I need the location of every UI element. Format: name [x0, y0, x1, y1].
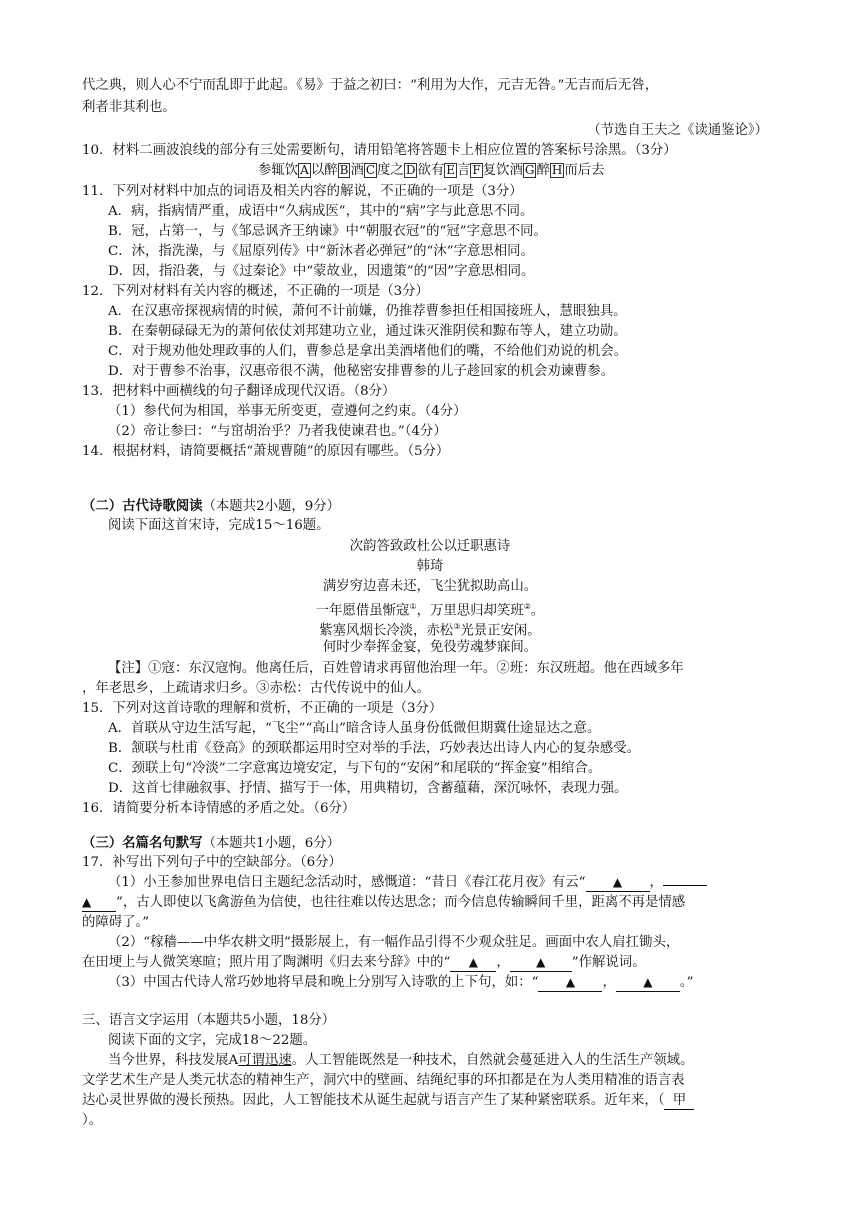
answer-blank-jia[interactable]: 甲	[664, 1093, 694, 1110]
q10-stem: 10．材料二画波浪线的部分有三处需要断句，请用铅笔将答题卡上相应位置的答案标号涂黑。（3分）	[82, 143, 677, 158]
q17-item-2-cont: 在田埂上与人微笑寒暄；照片用了陶渊明《归去来兮辞》中的“ ▲ ， ▲ ”作解说词。	[82, 955, 646, 970]
part3-paragraph: 当今世界，科技发展A可谓迅速。人工智能既然是一种技术，自然就会蔓延进入人的生活生产领域。	[108, 1053, 694, 1068]
segment: 酒	[350, 163, 364, 178]
q14-stem: 14．根据材料，请简要概括“萧规曹随”的原因有哪些。（5分）	[82, 444, 450, 459]
segment: 复饮酒	[482, 163, 523, 178]
q12-option-a: A．在汉惠帝探视病情的时候，萧何不计前嫌，仍推荐曹参担任相国接班人，慧眼独具。	[108, 304, 627, 319]
break-marker-g[interactable]: G	[524, 163, 535, 177]
break-marker-a[interactable]: A	[300, 163, 309, 177]
segment: 以醉	[310, 163, 338, 178]
answer-blank[interactable]	[663, 885, 707, 886]
section3-heading: （三）名篇名句默写（本题共1小题，6分）	[82, 835, 341, 851]
answer-blank[interactable]: ▲	[616, 974, 680, 992]
break-marker-h[interactable]: H	[551, 163, 563, 177]
q15-option-d: D．这首七律融叙事、抒情、描写于一体，用典精切，含蓄蕴藉，深沉咏怀，表现力强。	[108, 781, 628, 796]
q13-stem: 13．把材料中画横线的句子翻译成现代汉语。（8分）	[82, 384, 396, 399]
q10-passage	[258, 161, 605, 181]
poem-line: 满岁穷边喜未还，飞尘犹拟助高山。	[322, 579, 538, 594]
part3-heading: 三、语言文字运用（本题共5小题，18分）	[82, 1013, 336, 1028]
q17-item-2: （2）“稼穑——中华农耕文明”摄影展上，有一幅作品引得不少观众驻足。画面中农人肩扛锄头，	[108, 935, 680, 950]
q15-option-b: B．颔联与杜甫《登高》的颈联都运用时空对举的手法，巧妙表达出诗人内心的复杂感受。	[108, 741, 641, 756]
q12-option-b: B．在秦朝碌碌无为的萧何依仗刘邦建功立业，通过诛灭淮阴侯和黥布等人，建立功勋。	[108, 324, 627, 339]
break-marker-f[interactable]: F	[472, 163, 481, 177]
part3-instruction: 阅读下面的文字，完成18～22题。	[108, 1033, 317, 1048]
segment: 醉	[536, 163, 550, 178]
break-marker-e[interactable]: E	[446, 163, 455, 177]
poem-line: 何时少奉挥金宴，免役劳魂梦寐间。	[322, 640, 538, 655]
source-note: （节选自王夫之《读通鉴论》）	[587, 123, 768, 138]
part3-paragraph: 文学艺术生产是人类元状态的精神生产，洞穴中的壁画、结绳纪事的环扣都是在为人类用精准的语言表	[82, 1073, 685, 1088]
part3-paragraph: ）。	[82, 1113, 103, 1128]
intro-line: 代之典，则人心不宁而乱即于此起。《易》于益之初曰：“利用为大作，元吉无咎。”无吉而后无咎，	[82, 78, 659, 93]
q13-item-1: （1）参代何为相国，举事无所变更，壹遵何之约束。（4分）	[108, 404, 467, 419]
footnote-mark: ③	[453, 622, 461, 631]
q16-stem: 16．请简要分析本诗情感的矛盾之处。（6分）	[82, 801, 356, 816]
q11-stem: 11．下列对材料中加点的词语及相关内容的解说，不正确的一项是（3分）	[82, 184, 523, 199]
q15-option-a: A．首联从守边生活写起，“飞尘”“高山”暗含诗人虽身份低微但期冀仕途显达之意。	[108, 721, 601, 736]
footnote-mark: ①	[409, 602, 417, 611]
q12-option-c: C．对于规劝他处理政事的人们，曹参总是拿出美酒堵他们的嘴，不给他们劝说的机会。	[108, 344, 628, 359]
segment: 而后去	[564, 163, 605, 178]
poem-line: 一年愿借虽惭寇①，万里思归却笑班②。	[315, 602, 545, 619]
q13-item-2: （2）帝让参曰：“与窋胡治乎？乃者我使谏君也。”（4分）	[108, 424, 447, 439]
intro-line: 利者非其利也。	[82, 100, 176, 115]
answer-blank[interactable]: ▲	[586, 874, 650, 892]
break-marker-c[interactable]: C	[365, 163, 376, 177]
q11-option-a: A．病，指病情严重，成语中“久病成医”，其中的“病”字与此意思不同。	[108, 204, 534, 219]
segment: 度之	[377, 163, 404, 178]
q17-item-1: （1）小王参加世界电信日主题纪念活动时，感慨道：“昔日《春江花月夜》有云“ ▲ ，	[108, 873, 707, 893]
q12-option-d: D．对于曹参不治事，汉惠帝很不满，他秘密安排曹参的儿子趁回家的机会劝谏曹参。	[108, 364, 615, 379]
segment: 参辄饮	[258, 163, 299, 178]
poem-author: 韩琦	[416, 559, 444, 574]
q15-option-c: C．颈联上句“冷淡”二字意寓边境安定，与下句的“安闲”和尾联的“挥金宴”相绾合。	[108, 761, 602, 776]
segment: 言	[456, 163, 471, 178]
poem-line: 紫塞风烟长冷淡，赤松③光景正安闲。	[319, 622, 541, 639]
q12-stem: 12．下列对材料有关内容的概述，不正确的一项是（3分）	[82, 284, 429, 299]
section2-heading: （二）古代诗歌阅读（本题共2小题，9分）	[82, 498, 341, 514]
section2-instruction: 阅读下面这首宋诗，完成15～16题。	[108, 518, 330, 533]
q15-stem: 15．下列对这首诗歌的理解和赏析，不正确的一项是（3分）	[82, 701, 443, 716]
answer-blank[interactable]: ▲	[510, 954, 572, 972]
part3-paragraph: 达心灵世界做的漫长预热。因此，人工智能技术从诞生起就与语言产生了某种紧密联系。近年来，（ 甲	[82, 1091, 694, 1111]
answer-blank[interactable]: ▲	[82, 894, 116, 912]
poem-notes: ，年老思乡，上疏请求归乡。③赤松：古代传说中的仙人。	[82, 681, 431, 696]
answer-blank[interactable]: ▲	[538, 974, 602, 992]
break-marker-d[interactable]: D	[405, 163, 416, 177]
segment: 欲有	[417, 163, 445, 178]
poem-title: 次韵答致政杜公以迁职惠诗	[349, 539, 511, 554]
answer-blank[interactable]: ▲	[450, 954, 496, 972]
q17-stem: 17．补写出下列句子中的空缺部分。（6分）	[82, 855, 342, 870]
poem-notes: 【注】①寇：东汉寇恂。他离任后，百姓曾请求再留他治理一年。②班：东汉班超。他在西域多年	[108, 661, 684, 676]
q17-item-3: （3）中国古代诗人常巧妙地将早晨和晚上分别写入诗歌的上下句，如：“ ▲ ， ▲ 。”	[108, 975, 694, 990]
footnote-mark: ②	[523, 602, 531, 611]
q17-item-1-cont: ▲ ”，古人即使以飞禽游鱼为信使，也往往难以传达思念；而今信息传输瞬间千里，距离不再是情感	[82, 895, 686, 910]
q11-option-b: B．冠，占第一，与《邹忌讽齐王纳谏》中“朝服衣冠”的“冠”字意思不同。	[108, 224, 547, 239]
q17-item-1-end: 的障碍了。”	[82, 915, 150, 930]
q11-option-c: C．沐，指洗澡，与《屈原列传》中“新沐者必弹冠”的“沐”字意思相同。	[108, 244, 534, 259]
q11-option-d: D．因，指沿袭，与《过秦论》中“蒙故业，因遗策”的“因”字意思相同。	[108, 264, 535, 279]
break-marker-b[interactable]: B	[339, 163, 349, 177]
